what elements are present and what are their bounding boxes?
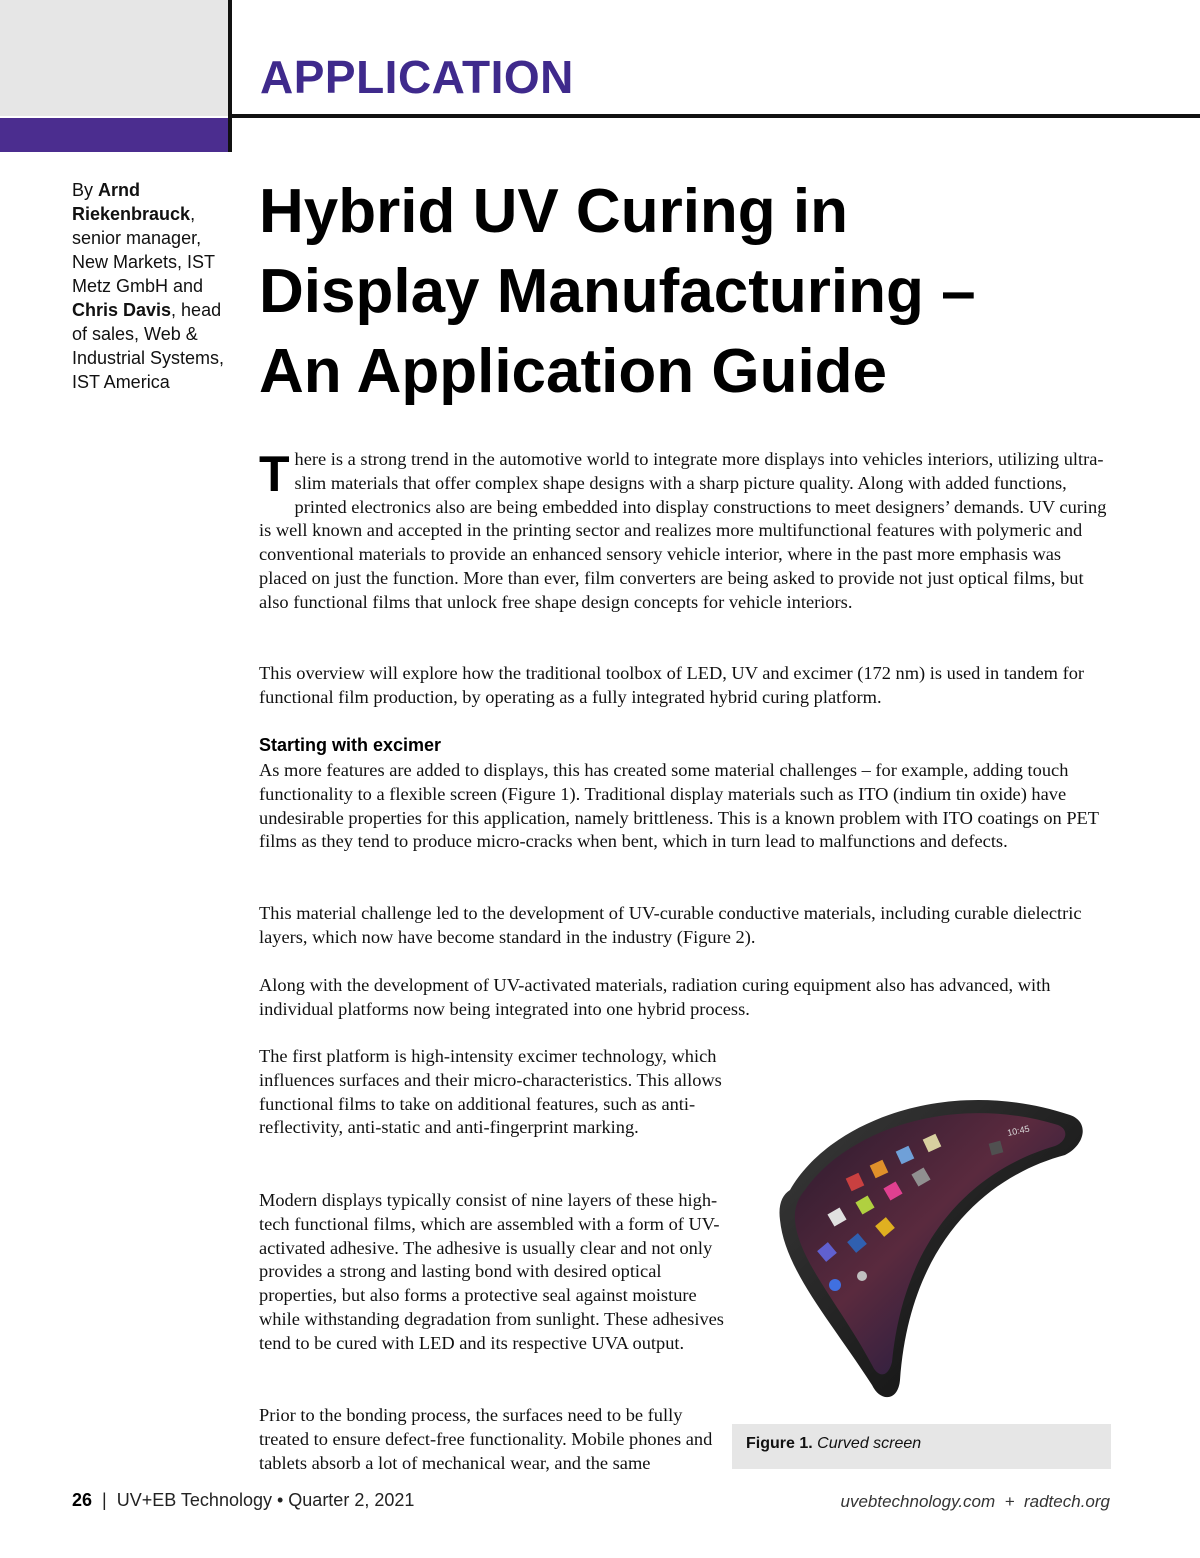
- footer-websites: uvebtechnology.com + radtech.org: [840, 1492, 1110, 1511]
- figure-curved-screen-image: [760, 1080, 1100, 1410]
- intro-paragraph: [259, 448, 1109, 615]
- header-gray-box: [0, 0, 228, 116]
- byline: [72, 178, 232, 394]
- figure-caption-text: Curved screen: [817, 1435, 922, 1452]
- paragraph-excimer-platform: The first platform is high-intensity excimer technology, which influences surfaces and their micro-characteristics. This allows functional films to take on additional features, such as anti-reflectivity, anti-static and anti-fingerprint marking.: [259, 1046, 722, 1138]
- app-icon: [857, 1271, 867, 1281]
- footer-publication: [72, 1490, 414, 1511]
- intro-text: here is a strong trend in the automotive world to integrate more displays into vehicles interiors, utilizing ultra-slim materials that offer complex shape designs with a sharp picture quality. Along with added functions, printed electronics also are being embedded into display constructions to meet designers’ demands. UV curing is well known and accepted in the printing sector and realizes more multifunctional features with polymeric and conventional materials to provide an enhanced sensory vehicle interior, where in the past more emphasis was placed on just the function. More than ever, film converters are being asked to provide not just optical films, but also functional films that unlock free shape design concepts for vehicle interiors.: [259, 449, 1107, 612]
- title-line-2: Display Manufacturing –: [259, 257, 976, 326]
- page-number: 26: [72, 1490, 93, 1510]
- byline-author-2-role: , head of sales, Web & Industrial Systems, IST America: [72, 300, 225, 392]
- app-icon: [829, 1279, 841, 1291]
- figure-caption: [732, 1424, 1111, 1469]
- section-label: APPLICATION: [260, 51, 574, 103]
- paragraph-adhesives: Modern displays typically consist of nine layers of these high-tech functional films, which are assembled with a form of UV-activated adhesive. The adhesive is usually clear and not only provides a strong and lasting bond with desired optical properties, but also forms a protective seal against moisture while withstanding degradation from sunlight. These adhesives tend to be cured with LED and its respective UVA output.: [259, 1190, 724, 1353]
- article-title: [259, 172, 1159, 412]
- drop-cap: T: [259, 446, 290, 502]
- screen-time: 10:45: [1006, 1123, 1031, 1138]
- byline-author-2: Chris Davis: [72, 300, 172, 320]
- paragraph-overview: This overview will explore how the traditional toolbox of LED, UV and excimer (172 nm) is used in tandem for functional film production, by operating as a fully integrated hybrid curing platform.: [259, 663, 1085, 707]
- curved-phone-illustration: [760, 1080, 1100, 1410]
- title-line-1: Hybrid UV Curing in: [259, 177, 848, 246]
- title-line-3: An Application Guide: [259, 337, 888, 406]
- header-accent-bar: [0, 118, 228, 152]
- paragraph-hybrid-process: Along with the development of UV-activated materials, radiation curing equipment also has advanced, with individual platforms now being integrated into one hybrid process.: [259, 975, 1051, 1019]
- byline-author-1-role: , senior manager, New Markets, IST Metz GmbH and: [72, 204, 215, 296]
- footer-separator: |: [92, 1490, 117, 1510]
- paragraph-material-challenges: As more features are added to displays, this has created some material challenges – for example, adding touch functionality to a flexible screen (Figure 1). Traditional display materials such as ITO (indium tin oxide) have undesirable properties for this application, namely brittleness. This is a known problem with ITO coatings on PET films as they tend to produce micro-cracks when bent, which in turn lead to malfunctions and defects.: [259, 760, 1099, 852]
- paragraph-conductive-materials: This material challenge led to the development of UV-curable conductive materials, including curable dielectric layers, which now have become standard in the industry (Figure 2).: [259, 903, 1082, 947]
- header-horizontal-rule: [228, 114, 1200, 118]
- publication-name: UV+EB Technology • Quarter 2, 2021: [116, 1490, 415, 1510]
- byline-author-1: Arnd Riekenbrauck: [72, 180, 191, 224]
- subhead-excimer: Starting with excimer: [259, 735, 442, 755]
- byline-by: By: [72, 180, 99, 200]
- paragraph-surface-treatment: Prior to the bonding process, the surfaces need to be fully treated to ensure defect-free functionality. Mobile phones and tablets absorb a lot of mechanical wear, and the same: [259, 1405, 713, 1473]
- figure-label: Figure 1.: [746, 1435, 813, 1452]
- header-vertical-rule: [228, 0, 232, 152]
